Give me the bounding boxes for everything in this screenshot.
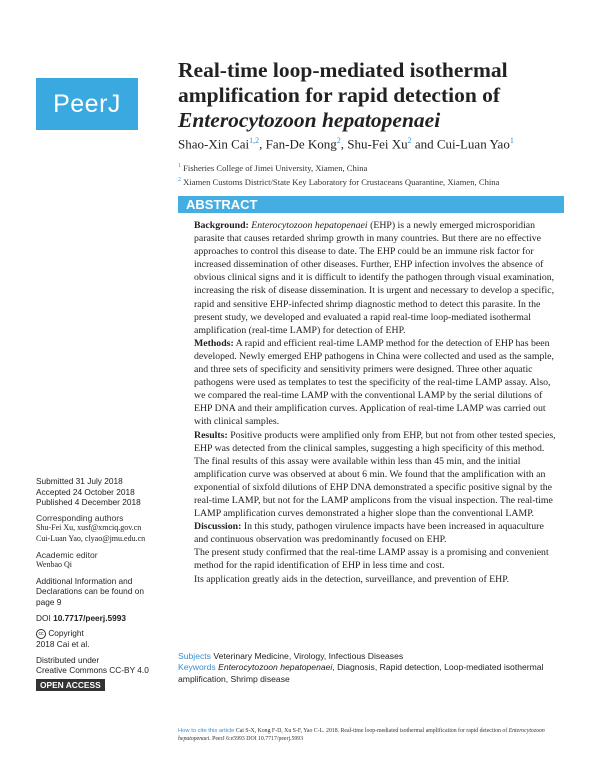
corresponding-author[interactable]: Cui-Luan Yao, clyao@jmu.edu.cn bbox=[36, 533, 146, 543]
author-affiliation-sup: 1 bbox=[509, 136, 514, 145]
doi-link[interactable]: 10.7717/peerj.5993 bbox=[53, 612, 126, 623]
background-text: (EHP) is a newly emerged microsporidian parasite that causes retarded shrimp growth in many countries. But there are no effective approaches to control this disease to date. The EHP could be an immune risk factor for increased dissemination of other diseases. Further, EHP infection involves the absence of obvious clinical signs and it is difficult to identify the pathogen through visual examination, increasing the risk of disease dissemination. It is urgent and necessary to develop a specific, rapid and sensitive EHP-infected shrimp diagnostic method to detect this parasite. In the present study, we developed and evaluated a rapid real-time loop-mediated isothermal amplification (real-time LAMP) for detection of EHP. bbox=[194, 220, 555, 336]
additional-info[interactable]: Additional Information and Declarations can be found on page 9 bbox=[36, 575, 144, 607]
author-affiliation-sup: 2 bbox=[336, 136, 341, 145]
title-line-3: Enterocytozoon hepatopenaei bbox=[178, 108, 441, 132]
abstract-results bbox=[194, 429, 558, 521]
discussion-label: Discussion: bbox=[194, 521, 242, 533]
abstract-discussion-2: The present study confirmed that the real-time LAMP assay is a promising and convenient method for the rapid identification of EHP in less time and cost. bbox=[194, 547, 549, 572]
article-sidebar bbox=[36, 476, 160, 691]
article-title bbox=[178, 58, 558, 133]
abstract-discussion bbox=[194, 520, 558, 546]
cite-label: How to cite this article bbox=[178, 728, 235, 734]
author-separator: , bbox=[340, 136, 348, 152]
license-link[interactable]: Creative Commons CC-BY 4.0 bbox=[36, 665, 149, 676]
methods-label: Methods: bbox=[194, 337, 234, 349]
affiliation-item bbox=[178, 160, 499, 174]
subjects-keywords bbox=[178, 651, 564, 685]
abstract-discussion-3: Its application greatly aids in the detection, surveillance, and prevention of EHP. bbox=[194, 573, 510, 585]
editor-name: Wenbao Qi bbox=[36, 560, 73, 570]
editor-heading: Academic editor bbox=[36, 549, 98, 560]
author-affiliation-sup: 2 bbox=[407, 136, 412, 145]
peerj-logo: PeerJ bbox=[36, 78, 138, 130]
copyright-line bbox=[36, 628, 160, 639]
doi-label: DOI bbox=[36, 612, 51, 623]
affiliation-item bbox=[178, 174, 499, 188]
cite-text: Cai S-X, Kong F-D, Xu S-F, Yao C-L. 2018. Real-time loop-mediated isothermal amplification for rapid detection of bbox=[235, 728, 508, 734]
methods-text: A rapid and efficient real-time LAMP method for the detection of EHP has been developed. Newly emerged EHP pathogens in China were collected and used as the sample, and three sets of specificity and sensitivity primers were designed. Three other aquatic pathogens were used as templates to test the specificity of the real-time LAMP assay. Also, we compared the real-time LAMP with the conventional LAMP by the serial dilutions of EHP DNA and their amplification curves. Application of real-time LAMP was carried out with clinical samples. bbox=[194, 337, 554, 428]
discussion-text: In this study, pathogen virulence impacts have been increased in aquaculture and continuous observation was predominantly focused on EHP. bbox=[194, 521, 544, 546]
corresponding-author[interactable]: Shu-Fei Xu, xusf@xmciq.gov.cn bbox=[36, 523, 142, 533]
abstract-background bbox=[194, 219, 558, 337]
keywords-label: Keywords bbox=[178, 662, 216, 673]
affiliation-sup: 2 bbox=[178, 176, 181, 183]
author-separator: and bbox=[411, 136, 437, 152]
background-label: Background: bbox=[194, 220, 249, 231]
author-name: Cui-Luan Yao bbox=[436, 136, 510, 152]
author-list bbox=[178, 136, 514, 152]
results-text: Positive products were amplified only from EHP, but not from other tested species, EHP was detected from the clinical samples, suggesting a high specificity of this method. The final results of this assay were available within less than 45 min, and the initial amplification curve was observed at about 6 min. We found that the amplification with an exponential of sixfold dilutions of EHP DNA demonstrated a specific positive signal by the real-time LAMP, but not for the LAMP amplicons from the visual inspection. The real-time LAMP amplification curves demonstrated a higher slope than the conventional LAMP. bbox=[194, 429, 556, 520]
copyright-holder: 2018 Cai et al. bbox=[36, 638, 90, 649]
author-name: Shu-Fei Xu bbox=[347, 136, 408, 152]
affiliation-text: Xiamen Customs District/State Key Laboratory for Crustaceans Quarantine, Xiamen, China bbox=[183, 176, 500, 187]
corresponding-heading: Corresponding authors bbox=[36, 512, 124, 523]
abstract-heading: ABSTRACT bbox=[178, 196, 564, 213]
cite-text-2: . PeerJ 6:e5993 DOI 10.7717/peerj.5993 bbox=[209, 736, 304, 742]
cite-organism: Enterocytozoon hepatopenaei bbox=[178, 728, 545, 742]
accepted-date: Accepted 24 October 2018 bbox=[36, 486, 135, 497]
author-affiliation-sup: 1,2 bbox=[249, 136, 260, 145]
subjects-label: Subjects bbox=[178, 651, 211, 661]
submitted-date: Submitted 31 July 2018 bbox=[36, 476, 123, 486]
open-access-badge: OPEN ACCESS bbox=[36, 679, 105, 692]
citation-footer bbox=[178, 727, 568, 743]
distributed-label: Distributed under bbox=[36, 654, 100, 665]
keywords-line bbox=[178, 662, 564, 685]
author-name: Fan-De Kong bbox=[265, 136, 337, 152]
title-line-2: amplification for rapid detection of bbox=[178, 83, 501, 107]
affiliation-sup: 1 bbox=[178, 163, 181, 169]
copyright-label: Copyright bbox=[48, 628, 84, 639]
title-line-1: Real-time loop-mediated isothermal bbox=[178, 58, 508, 82]
keywords-text: , Diagnosis, Rapid detection, Loop-mediated isothermal amplification, Shrimp disease bbox=[178, 662, 544, 684]
subjects-line bbox=[178, 651, 564, 662]
affiliations bbox=[178, 160, 499, 188]
author-separator: , bbox=[259, 136, 266, 152]
keywords-organism: Enterocytozoon hepatopenaei bbox=[218, 662, 333, 673]
affiliation-text: Fisheries College of Jimei University, Xiamen, China bbox=[183, 162, 368, 173]
copyright-icon: cc bbox=[36, 629, 46, 639]
abstract-body bbox=[194, 219, 558, 586]
doi-line bbox=[36, 613, 160, 624]
organism-name: Enterocytozoon hepatopenaei bbox=[251, 220, 368, 231]
subjects-text: Veterinary Medicine, Virology, Infectious Diseases bbox=[213, 651, 404, 661]
results-label: Results: bbox=[194, 429, 228, 441]
author-name: Shao-Xin Cai bbox=[178, 136, 250, 152]
abstract-methods bbox=[194, 337, 558, 429]
published-date: Published 4 December 2018 bbox=[36, 497, 141, 508]
